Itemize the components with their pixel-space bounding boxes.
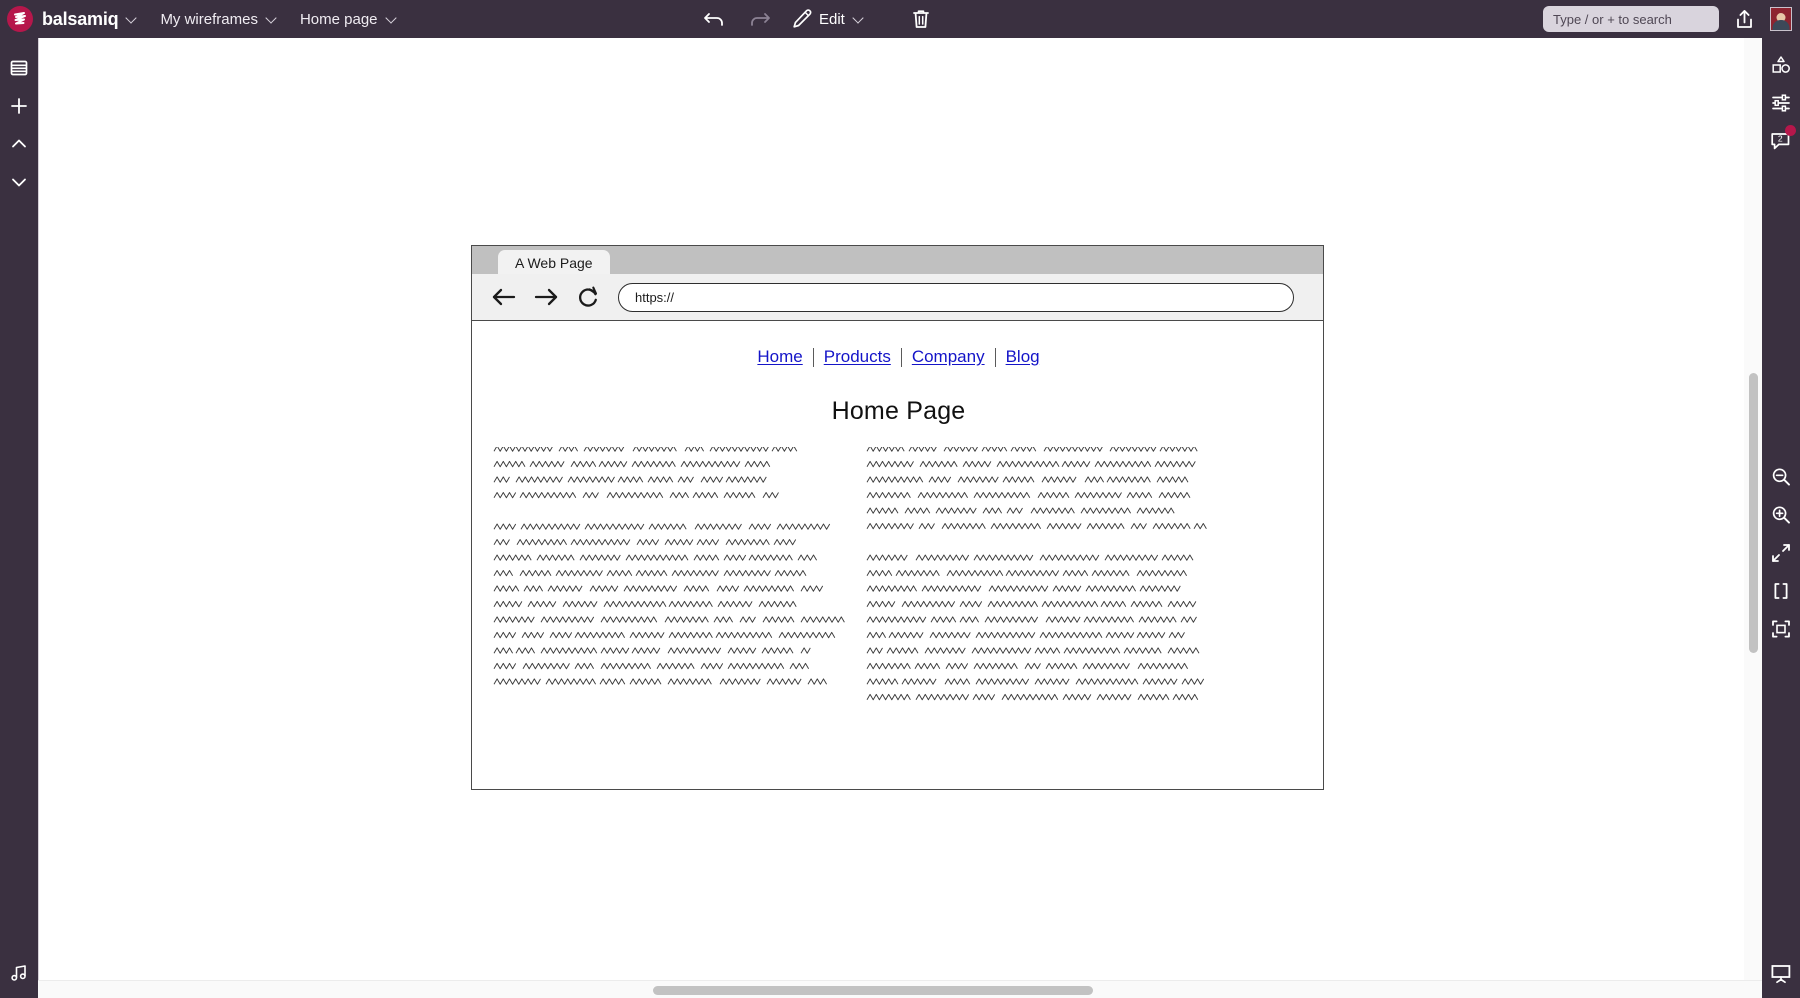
v-scrollbar[interactable] [1744,38,1762,980]
zoom-out-button[interactable] [1762,458,1800,496]
right-sidebar-top-group [1762,38,1800,160]
browser-titlebar [471,245,1324,274]
edit-label: Edit [819,10,845,28]
trash-icon [911,8,931,30]
redo-button[interactable] [744,4,774,34]
browser-navbar [471,274,1324,321]
share-button[interactable] [1731,4,1758,34]
left-sidebar [0,38,38,998]
arrow-right-icon [533,285,560,309]
wireframe-canvas[interactable] [38,38,1762,998]
panel-list-icon [9,58,29,78]
search-placeholder: Type / or + to search [1553,11,1672,27]
browser-tab[interactable] [498,250,610,275]
nav-link-blog[interactable]: Blog [1005,347,1040,366]
right-sidebar-bottom-group [1762,954,1800,992]
user-avatar[interactable] [1770,7,1792,31]
comment-count: 2 [1777,133,1783,144]
forward-button[interactable] [533,285,560,309]
breadcrumb-label: Home page [299,10,378,28]
sidebar-item-navigator[interactable] [0,49,38,87]
brackets-icon [1770,580,1792,602]
sidebar-bottom-group [0,943,38,992]
reload-button[interactable] [576,285,600,309]
undo-button[interactable] [700,4,730,34]
plus-icon [9,96,29,116]
browser-url-input[interactable] [618,283,1294,312]
expand-arrows-icon [1770,542,1792,564]
chevron-down-icon [386,13,398,25]
sidebar-item-ui-library[interactable] [1762,46,1800,84]
chevron-up-icon [9,134,29,154]
upload-share-icon [1734,8,1755,30]
frame-fit-icon [1770,618,1792,640]
page-title: Home Page [831,397,966,425]
chevron-down-icon [126,13,138,25]
music-note-icon [9,963,29,983]
brand-menu[interactable] [33,9,140,30]
breadcrumb-my-wireframes[interactable] [140,11,280,28]
chevron-down-icon [9,172,29,192]
canvas-left-border [38,38,39,998]
nav-link-products[interactable]: Products [823,347,891,366]
right-sidebar [1762,38,1800,998]
nav-link-company[interactable]: Company [911,347,985,366]
presentation-mode-button[interactable] [1762,954,1800,992]
topbar-right-group [1543,0,1792,38]
right-sidebar-zoom-group [1762,458,1800,648]
brand-label: balsamiq [42,8,119,29]
nav-link-home[interactable]: Home [757,347,803,366]
presentation-icon [1769,962,1793,984]
avatar-body [1773,20,1790,30]
sidebar-item-properties[interactable] [1762,84,1800,122]
placeholder-text-blocks [472,447,1325,777]
sidebar-item-comments[interactable] [1762,122,1800,160]
chevron-down-icon [853,13,865,25]
browser-url-value: https:// [635,289,675,305]
pencil-icon [791,8,813,30]
edit-toolbar [700,0,934,38]
delete-button[interactable] [908,4,934,34]
browser-tab-label: A Web Page [515,254,593,271]
search-input[interactable] [1543,6,1719,32]
fit-to-screen-button[interactable] [1762,534,1800,572]
arrow-left-icon [490,285,517,309]
back-button[interactable] [490,285,517,309]
h-scrollbar-thumb[interactable] [653,986,1093,995]
undo-icon [703,9,727,29]
breadcrumb-label: My wireframes [160,10,258,28]
zoom-in-icon [1770,504,1792,526]
sidebar-item-sounds[interactable] [0,954,38,992]
shapes-icon [1770,54,1792,76]
top-toolbar [0,0,1800,38]
chevron-down-icon [266,13,278,25]
sidebar-item-add[interactable] [0,87,38,125]
fit-selection-button[interactable] [1762,610,1800,648]
redo-icon [747,9,771,29]
h-scrollbar[interactable] [38,980,1762,998]
actual-size-button[interactable] [1762,572,1800,610]
site-nav-links [472,347,1325,367]
reload-icon [576,285,600,309]
v-scrollbar-thumb[interactable] [1749,373,1758,653]
edit-mode-button[interactable] [788,4,870,34]
balsamiq-logo-icon[interactable] [7,6,33,32]
sidebar-item-previous[interactable] [0,125,38,163]
browser-window-widget[interactable] [471,245,1324,790]
zoom-out-icon [1770,466,1792,488]
zoom-in-button[interactable] [1762,496,1800,534]
browser-content-area [471,321,1324,790]
breadcrumb-home-page[interactable] [280,11,400,28]
sidebar-item-next[interactable] [0,163,38,201]
browser-nav-icons [490,285,600,309]
sliders-icon [1770,92,1792,114]
notification-dot [1785,125,1796,136]
